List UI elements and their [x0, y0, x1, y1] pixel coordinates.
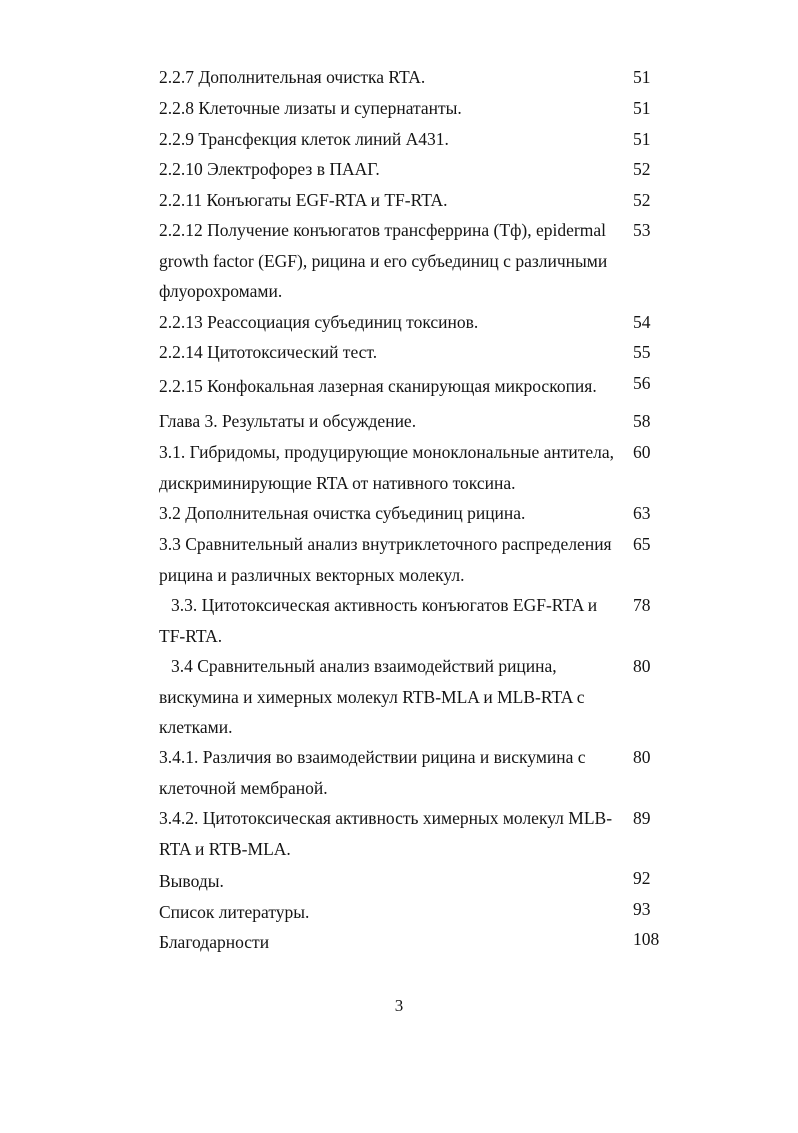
toc-entry-page: 51 — [633, 67, 651, 87]
toc-entry-title: 3.2 Дополнительная очистка субъединиц рицина. — [159, 503, 526, 523]
toc-entry-title: 2.2.7 Дополнительная очистка RTA. — [159, 67, 426, 87]
toc-entry-title: 2.2.9 Трансфекция клеток линий A431. — [159, 129, 449, 149]
toc-entry-page: 52 — [633, 190, 651, 210]
toc-entry-page: 80 — [633, 747, 651, 767]
toc-entry-title: 3.1. Гибридомы, продуцирующие моноклональные антитела, дискриминирующие RTA от нативного токсина. — [159, 442, 615, 493]
toc-entry-page: 58 — [633, 411, 651, 431]
toc-entry-title: Список литературы. — [159, 902, 310, 922]
toc-entry-title: 2.2.8 Клеточные лизаты и супернатанты. — [159, 98, 462, 118]
toc-entry-title: 2.2.12 Получение конъюгатов трансферрина (Тф), epidermal growth factor (EGF), рицина и его субъединиц с различными флуорохромами. — [159, 220, 608, 301]
toc-entry-title: 2.2.11 Конъюгаты EGF-RTA и TF-RTA. — [159, 190, 448, 210]
toc-entry-page: 55 — [633, 342, 651, 362]
toc-entry-page: 92 — [633, 868, 651, 888]
toc-entry-title: 2.2.13 Реассоциация субъединиц токсинов. — [159, 312, 479, 332]
toc-entry-title: 3.3. Цитотоксическая активность конъюгатов EGF-RTA и TF-RTA. — [159, 595, 598, 646]
toc-entry-page: 63 — [633, 503, 651, 523]
toc-entry-title: Глава 3. Результаты и обсуждение. — [159, 411, 417, 431]
toc-entry-page: 53 — [633, 220, 651, 240]
toc-entry-page: 56 — [633, 373, 651, 393]
toc-entry-title: Благодарности — [159, 932, 270, 952]
toc-entry-page: 89 — [633, 808, 651, 828]
toc-entry-title: 3.4.2. Цитотоксическая активность химерных молекул MLB-RTA и RTB-MLA. — [159, 808, 613, 859]
toc-entry-title: 3.3 Сравнительный анализ внутриклеточного распределения рицина и различных векторных молекул. — [159, 534, 612, 585]
toc-entry-title: 3.4 Сравнительный анализ взаимодействий рицина, вискумина и химерных молекул RTB-MLA и MLB-RTA с клетками. — [159, 656, 585, 737]
toc-entry-page: 78 — [633, 595, 651, 615]
page-number: 3 — [394, 996, 404, 1015]
toc-entry-title: Выводы. — [159, 871, 224, 891]
toc-entry-title: 2.2.15 Конфокальная лазерная сканирующая микроскопия. — [159, 376, 597, 396]
toc-entry-page: 60 — [633, 442, 651, 462]
toc-entry-page: 52 — [633, 159, 651, 179]
toc-entry-title: 3.4.1. Различия во взаимодействии рицина и вискумина с клеточной мембраной. — [159, 747, 586, 798]
toc-entry-page: 51 — [633, 129, 651, 149]
toc-entry-page: 51 — [633, 98, 651, 118]
toc-entry-page: 80 — [633, 656, 651, 676]
toc-entry-page: 65 — [633, 534, 651, 554]
toc-entry-page: 93 — [633, 899, 651, 919]
toc-entry-page: 108 — [633, 929, 660, 949]
toc-entry-title: 2.2.10 Электрофорез в ПААГ. — [159, 159, 380, 179]
toc-entry-title: 2.2.14 Цитотоксический тест. — [159, 342, 378, 362]
toc-entry-page: 54 — [633, 312, 651, 332]
